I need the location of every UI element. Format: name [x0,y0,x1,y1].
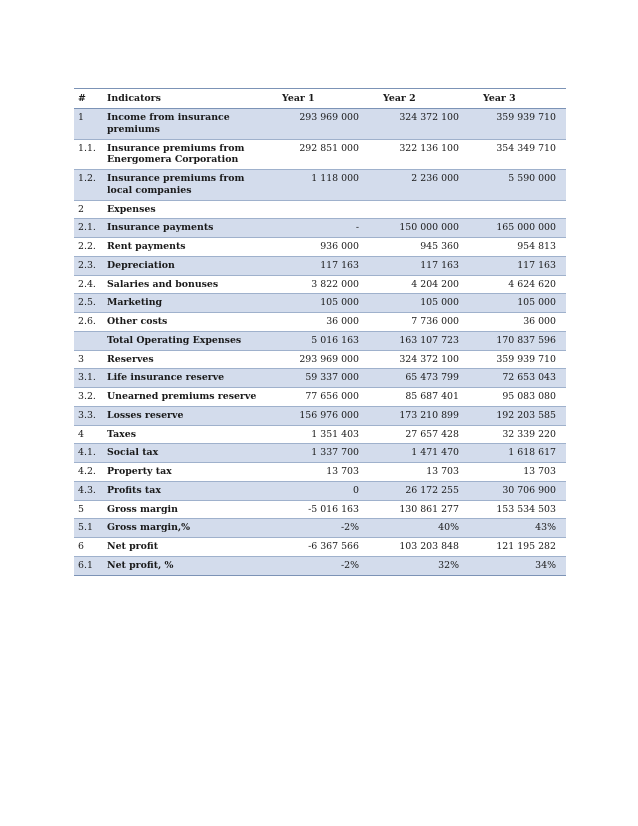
row-year-2-value: 103 203 848 [369,538,469,557]
row-year-1-value: -2% [268,519,369,538]
table-row [74,369,566,388]
table-row [74,256,566,275]
table-row [74,275,566,294]
row-number: 1.2. [74,170,103,201]
table-row [74,556,566,575]
row-year-3-value: 354 349 710 [469,139,566,170]
table-row [74,219,566,238]
table-header [74,89,566,109]
table-row [74,294,566,313]
header-indicators: Indicators [103,89,268,109]
row-number: 3.2. [74,388,103,407]
row-number: 3.3. [74,406,103,425]
row-year-2-value: 150 000 000 [369,219,469,238]
row-year-2-value: 117 163 [369,256,469,275]
row-year-3-value [469,200,566,219]
row-number: 1 [74,109,103,140]
row-year-3-value: 359 939 710 [469,350,566,369]
table-row [74,313,566,332]
row-year-2-value: 26 172 255 [369,481,469,500]
row-number: 2 [74,200,103,219]
row-year-2-value: 1 471 470 [369,444,469,463]
row-year-3-value: 153 534 503 [469,500,566,519]
row-year-3-value: 36 000 [469,313,566,332]
row-year-2-value: 2 236 000 [369,170,469,201]
row-year-1-value [268,200,369,219]
table-row [74,331,566,350]
row-year-2-value: 173 210 899 [369,406,469,425]
row-year-3-value: 165 000 000 [469,219,566,238]
row-year-3-value: 1 618 617 [469,444,566,463]
row-year-1-value: 13 703 [268,463,369,482]
row-year-3-value: 32 339 220 [469,425,566,444]
row-number: 6.1 [74,556,103,575]
table-row [74,388,566,407]
row-indicator: Depreciation [103,256,268,275]
row-indicator: Life insurance reserve [103,369,268,388]
row-number: 3.1. [74,369,103,388]
header-number: # [74,89,103,109]
row-year-3-value: 43% [469,519,566,538]
row-indicator: Income from insurance premiums [103,109,268,140]
row-indicator: Taxes [103,425,268,444]
row-number: 2.3. [74,256,103,275]
table-row [74,519,566,538]
row-number: 5.1 [74,519,103,538]
row-indicator: Expenses [103,200,268,219]
row-indicator: Property tax [103,463,268,482]
table-row [74,538,566,557]
row-year-2-value: 7 736 000 [369,313,469,332]
row-year-1-value: 59 337 000 [268,369,369,388]
row-year-2-value: 4 204 200 [369,275,469,294]
row-year-1-value: 156 976 000 [268,406,369,425]
row-indicator: Salaries and bonuses [103,275,268,294]
row-indicator: Net profit, % [103,556,268,575]
table-row [74,238,566,257]
row-indicator: Insurance premiums from local companies [103,170,268,201]
table-row [74,109,566,140]
row-indicator: Social tax [103,444,268,463]
row-year-2-value: 324 372 100 [369,350,469,369]
row-indicator: Rent payments [103,238,268,257]
row-indicator: Other costs [103,313,268,332]
row-year-3-value: 121 195 282 [469,538,566,557]
row-indicator: Unearned premiums reserve [103,388,268,407]
row-year-3-value: 359 939 710 [469,109,566,140]
row-year-3-value: 95 083 080 [469,388,566,407]
row-year-1-value: 77 656 000 [268,388,369,407]
header-year-3: Year 3 [469,89,566,109]
row-year-3-value: 954 813 [469,238,566,257]
row-number: 4.3. [74,481,103,500]
table-row [74,406,566,425]
table-row [74,139,566,170]
row-year-1-value: 0 [268,481,369,500]
row-indicator: Profits tax [103,481,268,500]
row-year-2-value: 40% [369,519,469,538]
table-row [74,425,566,444]
row-year-3-value: 34% [469,556,566,575]
row-number: 4.1. [74,444,103,463]
row-number: 2.5. [74,294,103,313]
row-number: 4 [74,425,103,444]
table-row [74,200,566,219]
row-year-1-value: 293 969 000 [268,350,369,369]
row-year-1-value: 1 118 000 [268,170,369,201]
row-year-3-value: 4 624 620 [469,275,566,294]
row-year-2-value [369,200,469,219]
row-number [74,331,103,350]
row-year-2-value: 105 000 [369,294,469,313]
row-year-1-value: -2% [268,556,369,575]
row-year-3-value: 30 706 900 [469,481,566,500]
row-indicator: Gross margin [103,500,268,519]
row-year-3-value: 192 203 585 [469,406,566,425]
row-number: 1.1. [74,139,103,170]
header-year-1: Year 1 [268,89,369,109]
row-year-1-value: 3 822 000 [268,275,369,294]
row-year-2-value: 130 861 277 [369,500,469,519]
row-year-3-value: 13 703 [469,463,566,482]
header-row [74,89,566,109]
table-row [74,463,566,482]
row-year-1-value: 293 969 000 [268,109,369,140]
row-year-3-value: 117 163 [469,256,566,275]
financial-indicators-table [74,88,566,576]
row-year-1-value: 105 000 [268,294,369,313]
row-indicator: Insurance premiums from Energomera Corporation [103,139,268,170]
row-year-3-value: 105 000 [469,294,566,313]
row-year-1-value: 5 016 163 [268,331,369,350]
row-year-1-value: 117 163 [268,256,369,275]
row-number: 4.2. [74,463,103,482]
row-year-2-value: 32% [369,556,469,575]
row-year-1-value: 36 000 [268,313,369,332]
row-year-2-value: 85 687 401 [369,388,469,407]
row-number: 2.6. [74,313,103,332]
row-indicator: Net profit [103,538,268,557]
row-year-1-value: -5 016 163 [268,500,369,519]
row-year-2-value: 163 107 723 [369,331,469,350]
row-indicator: Total Operating Expenses [103,331,268,350]
table-row [74,481,566,500]
row-year-1-value: 936 000 [268,238,369,257]
row-number: 5 [74,500,103,519]
row-year-3-value: 72 653 043 [469,369,566,388]
row-year-2-value: 945 360 [369,238,469,257]
row-year-1-value: - [268,219,369,238]
row-year-3-value: 5 590 000 [469,170,566,201]
row-number: 6 [74,538,103,557]
row-year-3-value: 170 837 596 [469,331,566,350]
row-year-2-value: 324 372 100 [369,109,469,140]
row-indicator: Losses reserve [103,406,268,425]
row-year-2-value: 27 657 428 [369,425,469,444]
row-number: 2.2. [74,238,103,257]
row-indicator: Gross margin,% [103,519,268,538]
row-year-2-value: 13 703 [369,463,469,482]
row-year-2-value: 322 136 100 [369,139,469,170]
row-year-1-value: 1 337 700 [268,444,369,463]
table-row [74,350,566,369]
table-row [74,500,566,519]
row-number: 3 [74,350,103,369]
row-indicator: Marketing [103,294,268,313]
row-year-2-value: 65 473 799 [369,369,469,388]
table-row [74,170,566,201]
row-year-1-value: 1 351 403 [268,425,369,444]
row-indicator: Reserves [103,350,268,369]
header-year-2: Year 2 [369,89,469,109]
row-number: 2.4. [74,275,103,294]
row-year-1-value: 292 851 000 [268,139,369,170]
row-year-1-value: -6 367 566 [268,538,369,557]
table-row [74,444,566,463]
row-indicator: Insurance payments [103,219,268,238]
table-body [74,109,566,576]
row-number: 2.1. [74,219,103,238]
